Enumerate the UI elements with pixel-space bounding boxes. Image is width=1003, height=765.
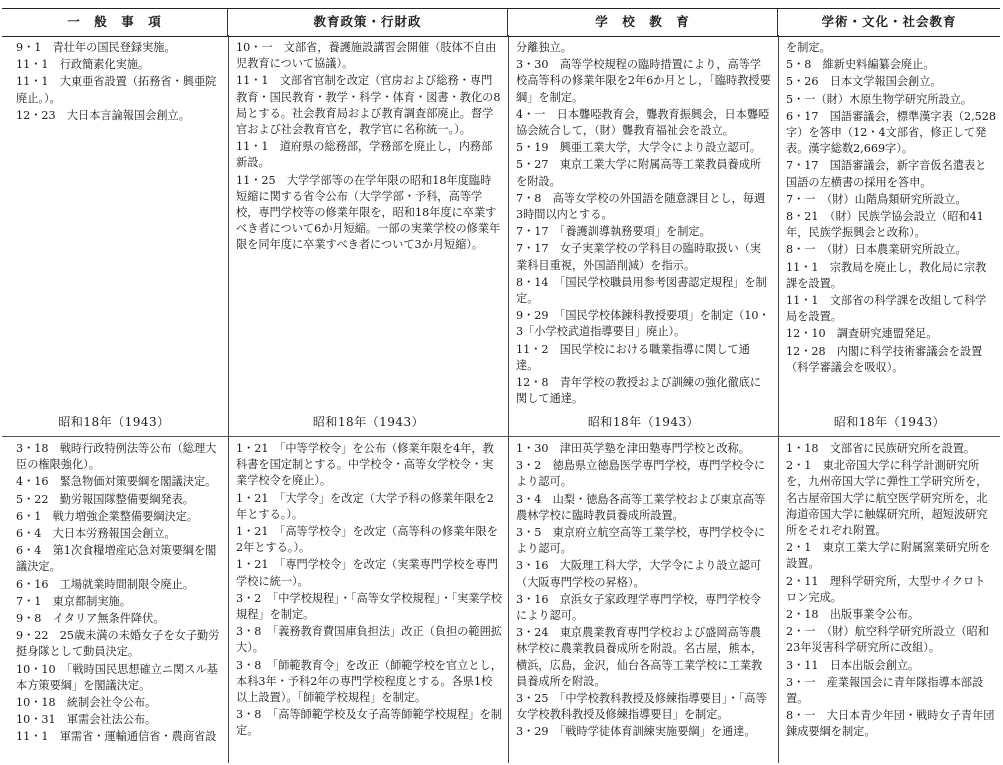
chronology-entry: 6・1 戦力増強企業整備要綱決定。: [16, 509, 199, 523]
chronology-entry: 6・17 国語審議会，標準漢字表（2,528字）を答申（12・4文部省，修正して発表。漢字総数2,669字）。: [786, 109, 997, 156]
chronology-entry: 3・11 日本出版会創立。: [786, 658, 920, 672]
chronology-entry: 9・22 25歳未満の未婚女子を女子勤労挺身隊として動員決定。: [16, 629, 220, 659]
column-header-row: [2, 8, 1000, 37]
bottom-culture-column: [780, 441, 1000, 742]
chronology-entry: 11・2 国民学校における職業指導に関して通達。: [516, 342, 750, 372]
header-culture-social-education: 学術・文化・社会教育: [821, 14, 957, 30]
chronology-entry: 8・一 （財）日本農業研究所設立。: [786, 243, 967, 257]
chronology-entry: 3・8 「高等師範学校及女子高等師範学校規程」を制定。: [236, 708, 502, 738]
chronology-entry: 11・1 文部省の科学課を改組して科学局を設置。: [786, 294, 987, 324]
chronology-entry: 6・4 第1次食糧増産応急対策要綱を閣議決定。: [16, 544, 217, 574]
chronology-entry: 7・8 高等女学校の外国語を随意課目とし，毎週3時間以内とする。: [516, 191, 766, 222]
top-policy-column: [230, 40, 506, 255]
year-label: 昭和18年（1943）: [833, 415, 946, 429]
bottom-school-column: [510, 441, 776, 742]
chronology-entry: 7・1 東京都制実施。: [16, 594, 131, 608]
chronology-entry: 2・11 理科学研究所，大型サイクロトロン完成。: [786, 574, 986, 604]
chronology-entry: 12・8 青年学校の教授および訓練の強化徹底に関して通達。: [516, 376, 762, 406]
year-label: 昭和18年（1943）: [587, 415, 700, 429]
chronology-entry: 11・1 道府県の総務部，学務部を廃止し，内務部新設。: [236, 140, 493, 170]
chronology-entry: 3・29 「戦時学徒体育訓練実施要綱」を通達。: [516, 725, 756, 739]
year-label: 昭和18年（1943）: [312, 415, 425, 429]
chronology-entry: 5・8 維新史料編纂会廃止。: [786, 58, 935, 72]
chronology-entry: 7・17 国語審議会，新字音仮名遣表と国語の左横書の採用を答申。: [786, 159, 987, 189]
bottom-general-column: [10, 441, 226, 747]
chronology-entry: 3・5 東京府立航空高等工業学校，専門学校令により認可。: [516, 526, 766, 556]
chronology-entry: 12・28 内閣に科学技術審議会を設置（科学審議会を吸収）。: [786, 344, 983, 374]
chronology-entry: 11・1 宗教局を廃止し，教化局に宗教課を設置。: [786, 260, 987, 290]
chronology-entry: 3・8 「師範教育令」を改正（師範学校を官立とし，本科3年・予科2年の専門学校程度とする。各県1校以上設置）。「師範学校規程」を制定。: [236, 658, 502, 705]
chronology-entry: 1・21 「専門学校令」を改定（実業専門学校を専門学校に統一）。: [236, 558, 498, 588]
chronology-entry: 10・10 「戦時国民思想確立ニ関スル基本方策要綱」を閣議決定。: [16, 662, 218, 692]
chronology-entry: 3・8 「義務教育費国庫負担法」改正（負担の範囲拡大）。: [236, 625, 502, 655]
chronology-entry: 5・一（財）木原生物学研究所設立。: [786, 92, 973, 106]
top-culture-column: [780, 40, 1000, 377]
chronology-entry: 2・18 出版事業令公布。: [786, 608, 920, 622]
year-label: 昭和18年（1943）: [58, 415, 170, 429]
chronology-entry: 3・30 高等学校規程の臨時措置により，高等学校高等科の修業年限を2年6か月とし，「臨時教授要綱」を制定。: [516, 58, 771, 104]
chronology-entry: 5・27 東京工業大学に附属高等工業教員養成所を附設。: [516, 158, 762, 188]
chronology-entry: 2・一 （財）航空科学研究所設立（昭和23年災害科学研究所に改組）。: [786, 625, 989, 655]
chronology-entry: 11・1 文部省官制を改定（官房および総務・専門教育・国民教育・教学・科学・体育・図書・教化の8局とする。社会教育局および教育調査部廃止。督学官および社会教育官を，教学官に名称統一。）。: [236, 74, 501, 137]
chronology-entry: 7・一 （財）山階鳥類研究所設立。: [786, 192, 967, 206]
header-education-policy: 教育政策・行財政: [228, 9, 508, 36]
chronology-entry: 2・1 東京工業大学に附属窯業研究所を設置。: [786, 541, 991, 571]
chronology-entry: 6・4 大日本労務報国会創立。: [16, 527, 176, 541]
chronology-entry: 3・2 「中学校規程」・「高等女学校規程」・「実業学校規程」を制定。: [236, 591, 502, 622]
bottom-policy-column: [230, 441, 506, 741]
chronology-entry: 11・25 大学学部等の在学年限の昭和18年度臨時短縮に関する省令公布（大学学部・予科，高等学校，専門学校等の修業年限を，昭和18年度に卒業すべき者について6か月短縮。一部の実業学校の修業年限を同年度に卒業すべき者について3か月短縮）。: [236, 173, 501, 252]
chronology-entry: 8・14 「国民学校職員用参考図書認定規程」を制定。: [516, 275, 767, 306]
chronology-entry: を制定。: [786, 41, 831, 54]
chronology-entry: 3・4 山梨・徳島各高等工業学校および東京高等農林学校に臨時教員養成所設置。: [516, 492, 766, 522]
chronology-entry: 3・2 徳島県立徳島医学専門学校，専門学校令により認可。: [516, 459, 766, 489]
chronology-entry: 9・1 青壮年の国民登録実施。: [16, 41, 176, 54]
chronology-entry: 3・16 大阪理工科大学，大学令により設立認可（大阪専門学校の昇格）。: [516, 559, 762, 589]
chronology-entry: 9・8 イタリア無条件降伏。: [16, 612, 165, 626]
chronology-entry: 3・16 京浜女子家政理学専門学校，専門学校令により認可。: [516, 592, 762, 623]
chronology-entry: 3・24 東京農業教育専門学校および盛岡高等農林学校に農業教員養成所を附設。名古屋，熊本，横浜，広島，金沢，仙台各高等工業学校に工業教員養成所を附設。: [516, 626, 763, 688]
chronology-entry: 10・31 軍需会社法公布。: [16, 713, 157, 727]
top-general-column: [10, 40, 226, 125]
column-divider: [508, 35, 509, 763]
chronology-entry: 1・21 「大学令」を改定（大学予科の修業年限を2年とする。）。: [236, 491, 494, 521]
chronology-entry: 12・23 大日本言論報国会創立。: [16, 108, 190, 122]
chronology-entry: 1・21 「中等学校令」を公布（修業年限を4年，教科書を国定制とする。中学校令・高等女学校令・実業学校令を廃止）。: [236, 442, 494, 488]
chronology-entry: 4・16 緊急物価対策要綱を閣議決定。: [16, 475, 217, 489]
chronology-entry: 1・21 「高等学校令」を改定（高等科の修業年限を2年とする。）。: [236, 525, 498, 555]
column-divider: [228, 35, 229, 763]
chronology-entry: 4・一 日本聾啞教育会，聾教育振興会，日本聾啞協会統合して，（財）聾教育福祉会を設立。: [516, 107, 770, 138]
chronology-entry: 11・1 軍需省・運輸通信省・農商省設: [16, 730, 217, 744]
top-school-column: [510, 40, 776, 408]
chronology-entry: 1・18 文部省に民族研究所を設置。: [786, 442, 976, 455]
chronology-entry: 5・22 勤労報国隊整備要綱発表。: [16, 492, 194, 506]
chronology-entry: 5・26 日本文学報国会創立。: [786, 75, 942, 89]
chronology-entry: 分離独立。: [516, 41, 572, 54]
chronology-entry: 2・1 東北帝国大学に科学計測研究所を，九州帝国大学に弾性工学研究所を，名古屋帝国大学に航空医学研究所を，北海道帝国大学に触媒研究所，超短波研究所をそれぞれ附置。: [786, 459, 988, 538]
chronology-entry: 8・一 大日本青少年団・戦時女子青年団錬成要綱を制定。: [786, 709, 995, 739]
chronology-entry: 3・一 産業報国会に青年隊指導本部設置。: [786, 675, 984, 706]
header-school-education: 学 校 教 育: [508, 9, 778, 36]
chronology-entry: 6・16 工場就業時間制限令廃止。: [16, 577, 194, 591]
chronology-entry: 3・18 戦時行政特例法等公布（総理大臣の権限強化）。: [16, 442, 217, 472]
chronology-entry: 9・29 「国民学校体錬科教授要項」を制定（10・3「小学校武道指導要目」廃止）。: [516, 309, 770, 339]
chronology-entry: 1・30 津田英学塾を津田塾専門学校と改称。: [516, 442, 750, 455]
chronology-entry: 10・一 文部省，養護施設講習会開催（肢体不自由児教育について協議）。: [236, 41, 497, 71]
chronology-entry: 11・1 行政簡素化実施。: [16, 58, 150, 72]
chronology-entry: 8・21 （財）民族学協会設立（昭和41年，民族学振興会と改称）。: [786, 210, 984, 240]
chronology-entry: 12・10 調査研究連盟発足。: [786, 327, 938, 341]
chronology-entry: 7・17 「養護訓導執務要項」を制定。: [516, 225, 711, 239]
chronology-entry: 10・18 統制会社令公布。: [16, 696, 157, 710]
column-divider: [778, 35, 779, 763]
chronology-entry: 7・17 女子実業学校の学科目の臨時取扱い（実業科目重視，外国語削減）を指示。: [516, 242, 762, 272]
chronology-entry: 5・19 興亜工業大学，大学令により設立認可。: [516, 141, 762, 155]
header-general-affairs: 一 般 事 項: [2, 9, 228, 36]
chronology-entry: 3・25 「中学校教科教授及修練指導要目」・「高等女学校教科教授及修練指導要目」を制定。: [516, 692, 767, 722]
year-divider-line: [2, 436, 1000, 437]
chronology-entry: 11・1 大東亜省設置（拓務省・興亜院廃止。）。: [16, 75, 217, 105]
